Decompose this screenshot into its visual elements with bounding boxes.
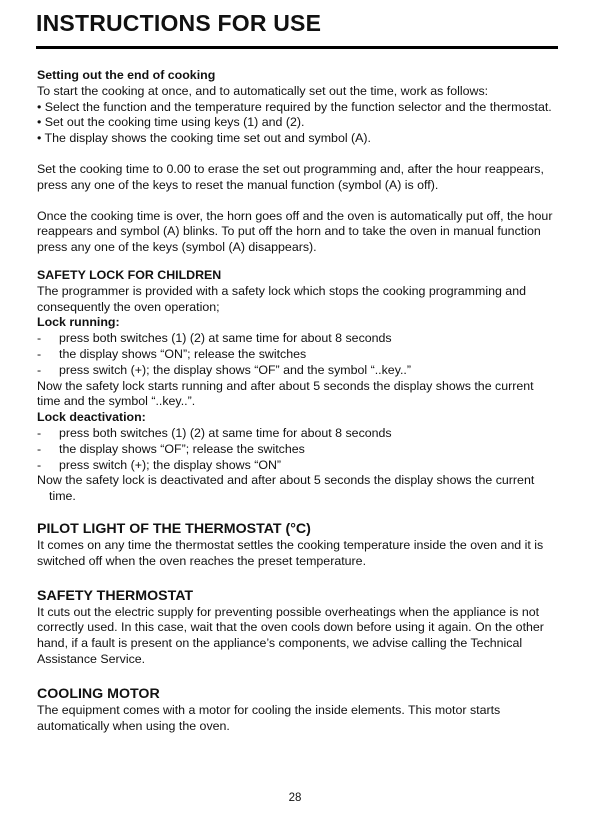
end-of-cooking-heading: Setting out the end of cooking xyxy=(37,68,216,82)
title-divider xyxy=(36,46,558,49)
step-text: press both switches (1) (2) at same time for about 8 seconds xyxy=(59,331,392,346)
pilot-light-text: It comes on any time the thermostat settles the cooking temperature inside the oven and it is switched off when the oven reaches the preset temperature. xyxy=(37,537,544,568)
reset-programming-paragraph: Set the cooking time to 0.00 to erase the set out programming and, after the hour reappears, press any one of the keys to reset the manual function (symbol (A) is off). xyxy=(37,161,544,192)
lock-running-step xyxy=(37,331,559,347)
cooking-over-paragraph: Once the cooking time is over, the horn goes off and the oven is automatically put off, the hour reappears and symbol (A) blinks. To put off the horn and to take the oven in manual function press any one of the keys (symbol (A) disappears). xyxy=(37,208,553,255)
lock-deactivation-step xyxy=(37,426,559,442)
pilot-light-heading: PILOT LIGHT OF THE THERMOSTAT (°C) xyxy=(37,520,311,537)
dash-marker: - xyxy=(37,457,42,472)
safety-lock-heading: SAFETY LOCK FOR CHILDREN xyxy=(37,267,222,282)
dash-marker: - xyxy=(37,441,42,456)
page-content xyxy=(37,68,559,734)
lock-running-label: Lock running: xyxy=(37,315,120,330)
step-text: the display shows “OF”; release the switches xyxy=(59,441,305,456)
step-text: press switch (+); the display shows “ON” xyxy=(59,457,282,472)
page-title: INSTRUCTIONS FOR USE xyxy=(36,10,322,36)
dash-marker: - xyxy=(37,362,42,377)
lock-deactivation-step xyxy=(37,458,559,474)
step-text: press both switches (1) (2) at same time for about 8 seconds xyxy=(59,425,392,440)
dash-marker: - xyxy=(37,346,42,361)
lock-running-step xyxy=(37,363,559,379)
end-of-cooking-bullet: • The display shows the cooking time set out and symbol (A). xyxy=(37,131,371,146)
cooling-motor-text: The equipment comes with a motor for cooling the inside elements. This motor starts automatically when using the oven. xyxy=(37,702,501,733)
safety-thermostat-text: It cuts out the electric supply for preventing possible overheatings when the appliance is not correctly used. In this case, wait that the oven cools down before using it again. On the other hand, if a fault is present on the appliance’s components, we advise calling the Technical Assistance Service. xyxy=(37,604,544,666)
lock-deactivation-step xyxy=(37,442,559,458)
safety-thermostat-section xyxy=(37,588,559,668)
lock-deactivation-label: Lock deactivation: xyxy=(37,410,146,425)
step-text: press switch (+); the display shows “OF” and the symbol “..key..” xyxy=(59,362,411,377)
lock-running-step xyxy=(37,347,559,363)
end-of-cooking-intro: To start the cooking at once, and to automatically set out the time, work as follows: xyxy=(37,83,489,98)
lock-deactivation-note: Now the safety lock is deactivated and after about 5 seconds the display shows the current time. xyxy=(37,473,535,504)
cooling-motor-section xyxy=(37,686,559,735)
lock-running-note: Now the safety lock starts running and after about 5 seconds the display shows the current time and the symbol “..key..”. xyxy=(37,378,534,409)
page-number: 28 xyxy=(288,792,302,804)
safety-thermostat-heading: SAFETY THERMOSTAT xyxy=(37,587,194,604)
step-text: the display shows “ON”; release the switches xyxy=(59,346,307,361)
dash-marker: - xyxy=(37,425,42,440)
safety-lock-intro: The programmer is provided with a safety lock which stops the cooking programming and consequently the oven operation; xyxy=(37,283,526,314)
pilot-light-section xyxy=(37,521,559,570)
end-of-cooking-bullet: • Set out the cooking time using keys (1) and (2). xyxy=(37,115,305,130)
cooling-motor-heading: COOLING MOTOR xyxy=(37,685,160,702)
dash-marker: - xyxy=(37,331,42,346)
end-of-cooking-section xyxy=(37,68,559,256)
end-of-cooking-bullet: • Select the function and the temperature required by the function selector and the thermostat. xyxy=(37,99,552,114)
safety-lock-section xyxy=(37,268,559,505)
